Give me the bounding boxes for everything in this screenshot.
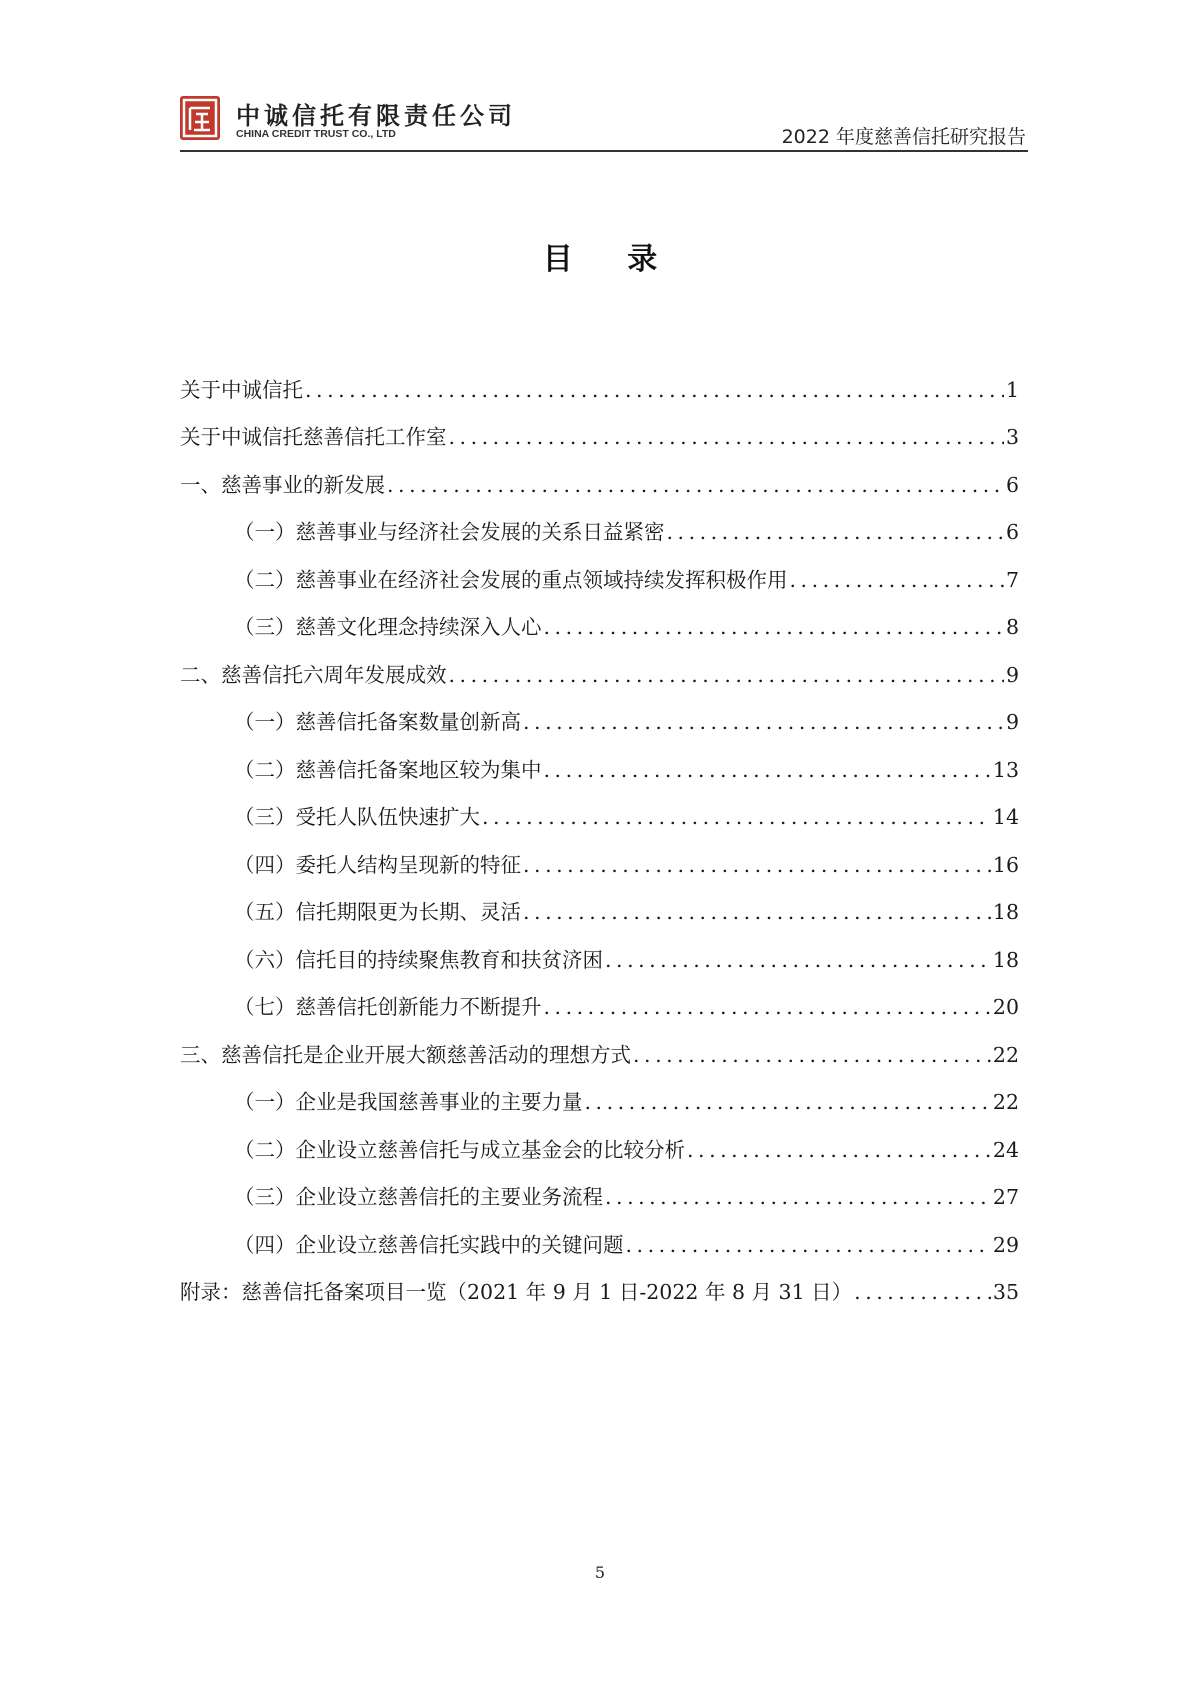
toc-subentry[interactable] bbox=[180, 1211, 1019, 1259]
toc-leader bbox=[687, 1136, 991, 1164]
toc-entry-page: 29 bbox=[992, 1232, 1019, 1257]
toc-subentry[interactable] bbox=[180, 499, 1019, 547]
toc-entry-page: 20 bbox=[992, 995, 1019, 1019]
toc-leader bbox=[449, 661, 1004, 689]
toc-entry-page: 22 bbox=[992, 1090, 1019, 1114]
toc-leader bbox=[449, 423, 1004, 451]
toc-entry-page: 13 bbox=[992, 757, 1019, 782]
toc-leader bbox=[305, 376, 1004, 404]
toc-leader bbox=[482, 803, 991, 831]
toc-entry-title: 关于中诚信托 bbox=[180, 377, 303, 402]
toc-subentry[interactable] bbox=[180, 974, 1019, 1022]
toc-entry-page: 9 bbox=[1005, 710, 1019, 734]
toc-entry-page: 35 bbox=[992, 1280, 1019, 1304]
toc-entry-title: （一）慈善事业与经济社会发展的关系日益紧密 bbox=[234, 520, 665, 544]
toc-leader bbox=[544, 993, 991, 1021]
toc-subentry[interactable] bbox=[180, 546, 1019, 594]
toc-entry-title: 附录：慈善信托备案项目一览（2021 年 9 月 1 日-2022 年 8 月 31 日） bbox=[180, 1280, 853, 1304]
toc-leader bbox=[585, 1088, 991, 1116]
toc-entry[interactable] bbox=[180, 1259, 1019, 1307]
toc-entry-title: （六）信托目的持续聚焦教育和扶贫济困 bbox=[234, 947, 603, 972]
toc-entry-title: （三）慈善文化理念持续深入人心 bbox=[234, 615, 542, 639]
toc-leader bbox=[387, 471, 1004, 499]
company-name-cn: 中诚信托有限责任公司 bbox=[236, 102, 516, 130]
toc-leader bbox=[605, 1183, 991, 1211]
toc-entry-title: （五）信托期限更为长期、灵活 bbox=[234, 900, 521, 924]
toc-entry-page: 18 bbox=[992, 947, 1019, 972]
toc-subentry[interactable] bbox=[180, 784, 1019, 832]
page-header bbox=[180, 94, 1028, 152]
toc-entry-page: 27 bbox=[992, 1185, 1019, 1209]
toc-entry-page: 16 bbox=[992, 852, 1019, 877]
toc-heading: 目 录 bbox=[542, 242, 680, 277]
toc-entry-title: 二、慈善信托六周年发展成效 bbox=[180, 662, 447, 687]
toc-entry-title: （二）慈善事业在经济社会发展的重点领域持续发挥积极作用 bbox=[234, 567, 788, 592]
toc-leader bbox=[544, 756, 991, 784]
toc-subentry[interactable] bbox=[180, 1116, 1019, 1164]
toc-entry[interactable] bbox=[180, 641, 1019, 689]
toc-subentry[interactable] bbox=[180, 879, 1019, 927]
toc-entry-page: 14 bbox=[992, 805, 1019, 829]
toc-entry-page: 24 bbox=[992, 1137, 1019, 1162]
toc-leader bbox=[790, 566, 1004, 594]
toc-leader bbox=[633, 1041, 991, 1069]
company-name-en: CHINA CREDIT TRUST CO., LTD bbox=[236, 128, 396, 140]
toc-entry-page: 6 bbox=[1005, 472, 1019, 497]
toc-subentry[interactable] bbox=[180, 926, 1019, 974]
table-of-contents bbox=[180, 356, 1019, 1306]
toc-entry-page: 7 bbox=[1005, 567, 1019, 592]
page-number: 5 bbox=[594, 1563, 606, 1582]
toc-leader bbox=[523, 851, 991, 879]
toc-entry-title: （七）慈善信托创新能力不断提升 bbox=[234, 995, 542, 1019]
toc-entry-title: （一）企业是我国慈善事业的主要力量 bbox=[234, 1090, 583, 1114]
toc-entry-title: （一）慈善信托备案数量创新高 bbox=[234, 710, 521, 734]
toc-subentry[interactable] bbox=[180, 689, 1019, 737]
toc-subentry[interactable] bbox=[180, 831, 1019, 879]
company-logo-icon bbox=[180, 96, 220, 140]
toc-subentry[interactable] bbox=[180, 736, 1019, 784]
toc-entry[interactable] bbox=[180, 1021, 1019, 1069]
toc-entry-title: （四）企业设立慈善信托实践中的关键问题 bbox=[234, 1232, 624, 1257]
toc-entry-page: 18 bbox=[992, 900, 1019, 924]
toc-subentry[interactable] bbox=[180, 1069, 1019, 1117]
toc-subentry[interactable] bbox=[180, 594, 1019, 642]
toc-entry[interactable] bbox=[180, 404, 1019, 452]
toc-leader bbox=[523, 898, 991, 926]
toc-entry-page: 22 bbox=[992, 1042, 1019, 1067]
toc-leader bbox=[626, 1231, 991, 1259]
toc-leader bbox=[605, 946, 991, 974]
toc-entry-title: 一、慈善事业的新发展 bbox=[180, 472, 385, 497]
report-title: 2022 年度慈善信托研究报告 bbox=[781, 126, 1026, 148]
toc-leader bbox=[854, 1278, 991, 1306]
toc-entry-title: （四）委托人结构呈现新的特征 bbox=[234, 852, 521, 877]
toc-entry-page: 9 bbox=[1005, 662, 1019, 687]
toc-entry-title: （二）慈善信托备案地区较为集中 bbox=[234, 757, 542, 782]
toc-entry-title: （二）企业设立慈善信托与成立基金会的比较分析 bbox=[234, 1137, 685, 1162]
toc-entry[interactable] bbox=[180, 451, 1019, 499]
toc-entry-title: （三）企业设立慈善信托的主要业务流程 bbox=[234, 1185, 603, 1209]
toc-entry-page: 6 bbox=[1005, 520, 1019, 544]
toc-entry-title: 关于中诚信托慈善信托工作室 bbox=[180, 425, 447, 449]
toc-entry-page: 1 bbox=[1005, 377, 1019, 402]
toc-entry-title: 三、慈善信托是企业开展大额慈善活动的理想方式 bbox=[180, 1042, 631, 1067]
toc-entry-title: （三）受托人队伍快速扩大 bbox=[234, 805, 480, 829]
toc-subentry[interactable] bbox=[180, 1164, 1019, 1212]
toc-leader bbox=[523, 708, 1004, 736]
toc-leader bbox=[544, 613, 1004, 641]
toc-leader bbox=[667, 518, 1004, 546]
toc-entry-page: 8 bbox=[1005, 615, 1019, 639]
toc-entry[interactable] bbox=[180, 356, 1019, 404]
toc-entry-page: 3 bbox=[1005, 425, 1019, 449]
